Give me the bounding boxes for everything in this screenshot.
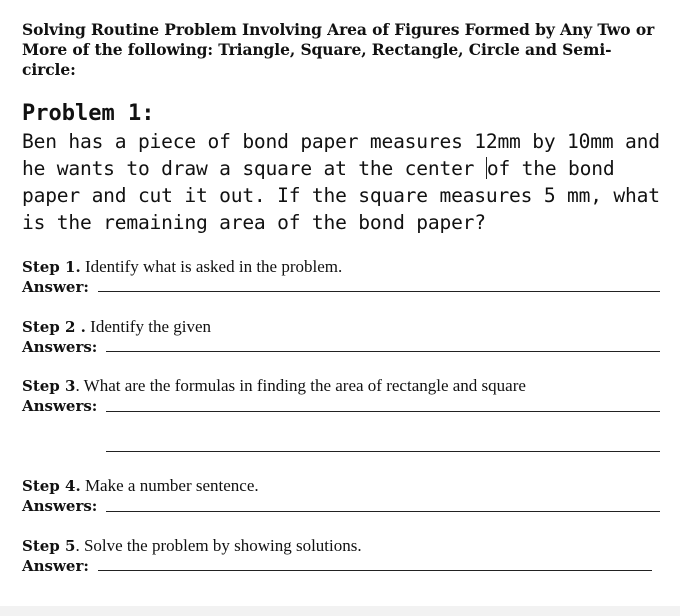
step-2-label: Step 2 . <box>22 318 86 336</box>
step-1-label: Step 1. <box>22 258 81 276</box>
step-5-text: . Solve the problem by showing solutions. <box>75 536 362 555</box>
worksheet-heading: Solving Routine Problem Involving Area of Figures Formed by Any Two or More of the following: Triangle, Square, Rectangle, Circle and Semi-circle: <box>22 20 655 79</box>
problem-title: Problem 1: <box>22 101 155 126</box>
step-3-label: Step 3 <box>22 377 76 395</box>
step-3 <box>22 376 667 396</box>
page-bottom-edge <box>0 606 680 616</box>
step-5-label: Step 5 <box>22 537 76 555</box>
problem-text-part-2: of the bond paper and cut it out. If the square measures 5 mm, what is the remaining area of the bond paper? <box>22 157 660 234</box>
step-3-answer-line-2[interactable] <box>106 451 660 452</box>
step-5-answer-line[interactable] <box>98 570 652 571</box>
problem-text-part-1: Ben has a piece of bond paper measures 12mm by 10mm and he wants to draw a square at the center <box>22 130 660 180</box>
step-5 <box>22 536 667 556</box>
step-3-answer-line-1[interactable] <box>106 411 660 412</box>
step-4-answer-label: Answers: <box>22 497 98 515</box>
step-1-answer-line[interactable] <box>98 291 660 292</box>
step-4-label: Step 4. <box>22 477 81 495</box>
step-4 <box>22 476 667 496</box>
step-2-text: Identify the given <box>85 317 212 336</box>
step-4-answer-line[interactable] <box>106 511 660 512</box>
step-1-answer-label: Answer: <box>22 278 89 296</box>
problem-text <box>22 128 670 236</box>
step-1 <box>22 257 667 277</box>
step-4-text: Make a number sentence. <box>80 476 259 495</box>
step-1-text: Identify what is asked in the problem. <box>80 257 343 276</box>
step-2-answer-label: Answers: <box>22 338 98 356</box>
step-2 <box>22 317 667 337</box>
step-5-answer-label: Answer: <box>22 557 89 575</box>
step-2-answer-line[interactable] <box>106 351 660 352</box>
step-3-answer-label: Answers: <box>22 397 98 415</box>
step-3-text: . What are the formulas in finding the area of rectangle and square <box>75 376 526 395</box>
